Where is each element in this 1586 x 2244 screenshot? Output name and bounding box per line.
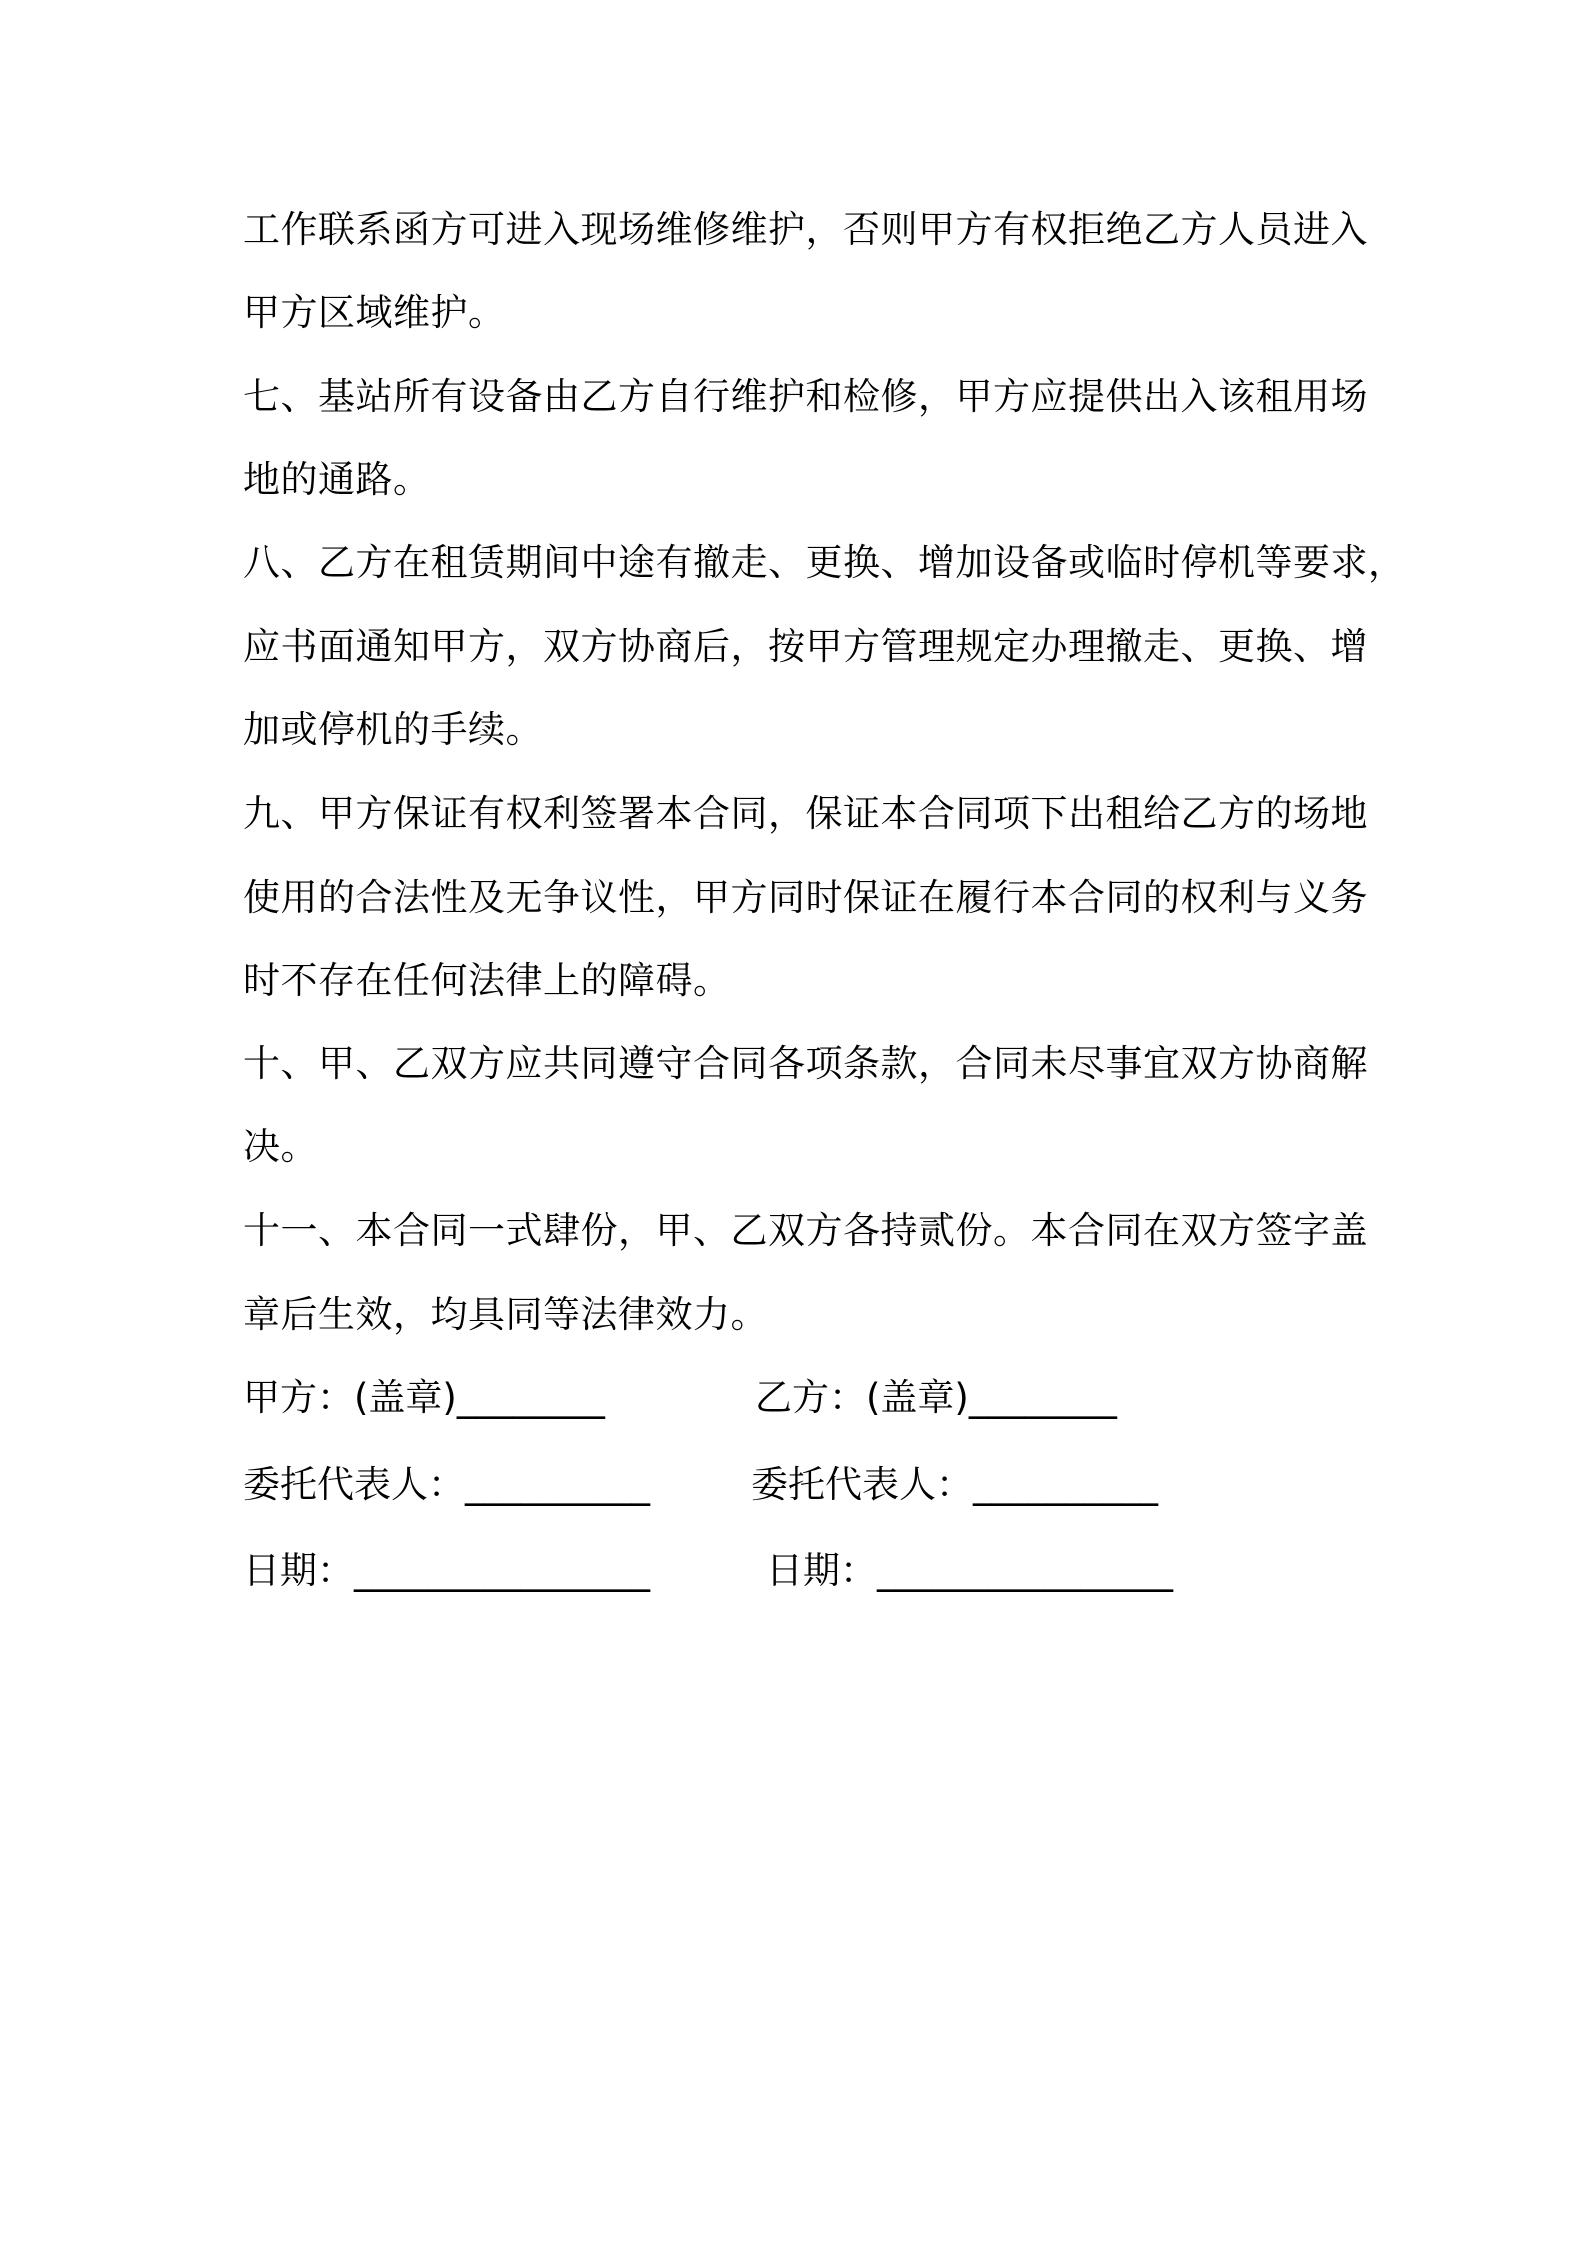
clause-eight-line: 应书面通知甲方，双方协商后，按甲方管理规定办理撤走、更换、增 xyxy=(243,625,1368,668)
paragraph-line: 工作联系函方可进入现场维修维护，否则甲方有权拒绝乙方人员进入 xyxy=(243,208,1368,251)
party-b-representative: 委托代表人：__________ xyxy=(751,1463,1158,1506)
party-a-representative: 委托代表人：__________ xyxy=(243,1463,650,1506)
clause-eleven-line: 章后生效，均具同等法律效力。 xyxy=(243,1293,768,1336)
clause-seven-line: 七、基站所有设备由乙方自行维护和检修，甲方应提供出入该租用场 xyxy=(243,375,1368,418)
clause-ten-line: 十、甲、乙双方应共同遵守合同各项条款，合同未尽事宜双方协商解 xyxy=(243,1042,1368,1085)
clause-eleven-line: 十一、本合同一式肆份，甲、乙双方各持贰份。本合同在双方签字盖 xyxy=(243,1209,1368,1252)
clause-nine-line: 九、甲方保证有权利签署本合同，保证本合同项下出租给乙方的场地 xyxy=(243,792,1368,835)
party-a-seal: 甲方：(盖章)________ xyxy=(243,1376,605,1419)
paragraph-line: 甲方区域维护。 xyxy=(243,291,506,334)
clause-nine-line: 时不存在任何法律上的障碍。 xyxy=(243,959,731,1002)
clause-ten-line: 决。 xyxy=(243,1125,318,1168)
clause-seven-line: 地的通路。 xyxy=(243,458,431,501)
clause-nine-line: 使用的合法性及无争议性，甲方同时保证在履行本合同的权利与义务 xyxy=(243,876,1368,919)
party-b-seal: 乙方：(盖章)________ xyxy=(755,1376,1117,1419)
clause-eight-line: 八、乙方在租赁期间中途有撤走、更换、增加设备或临时停机等要求， xyxy=(243,541,1406,584)
party-a-date: 日期：________________ xyxy=(243,1549,650,1592)
clause-eight-line: 加或停机的手续。 xyxy=(243,708,543,751)
party-b-date: 日期：________________ xyxy=(766,1549,1173,1592)
